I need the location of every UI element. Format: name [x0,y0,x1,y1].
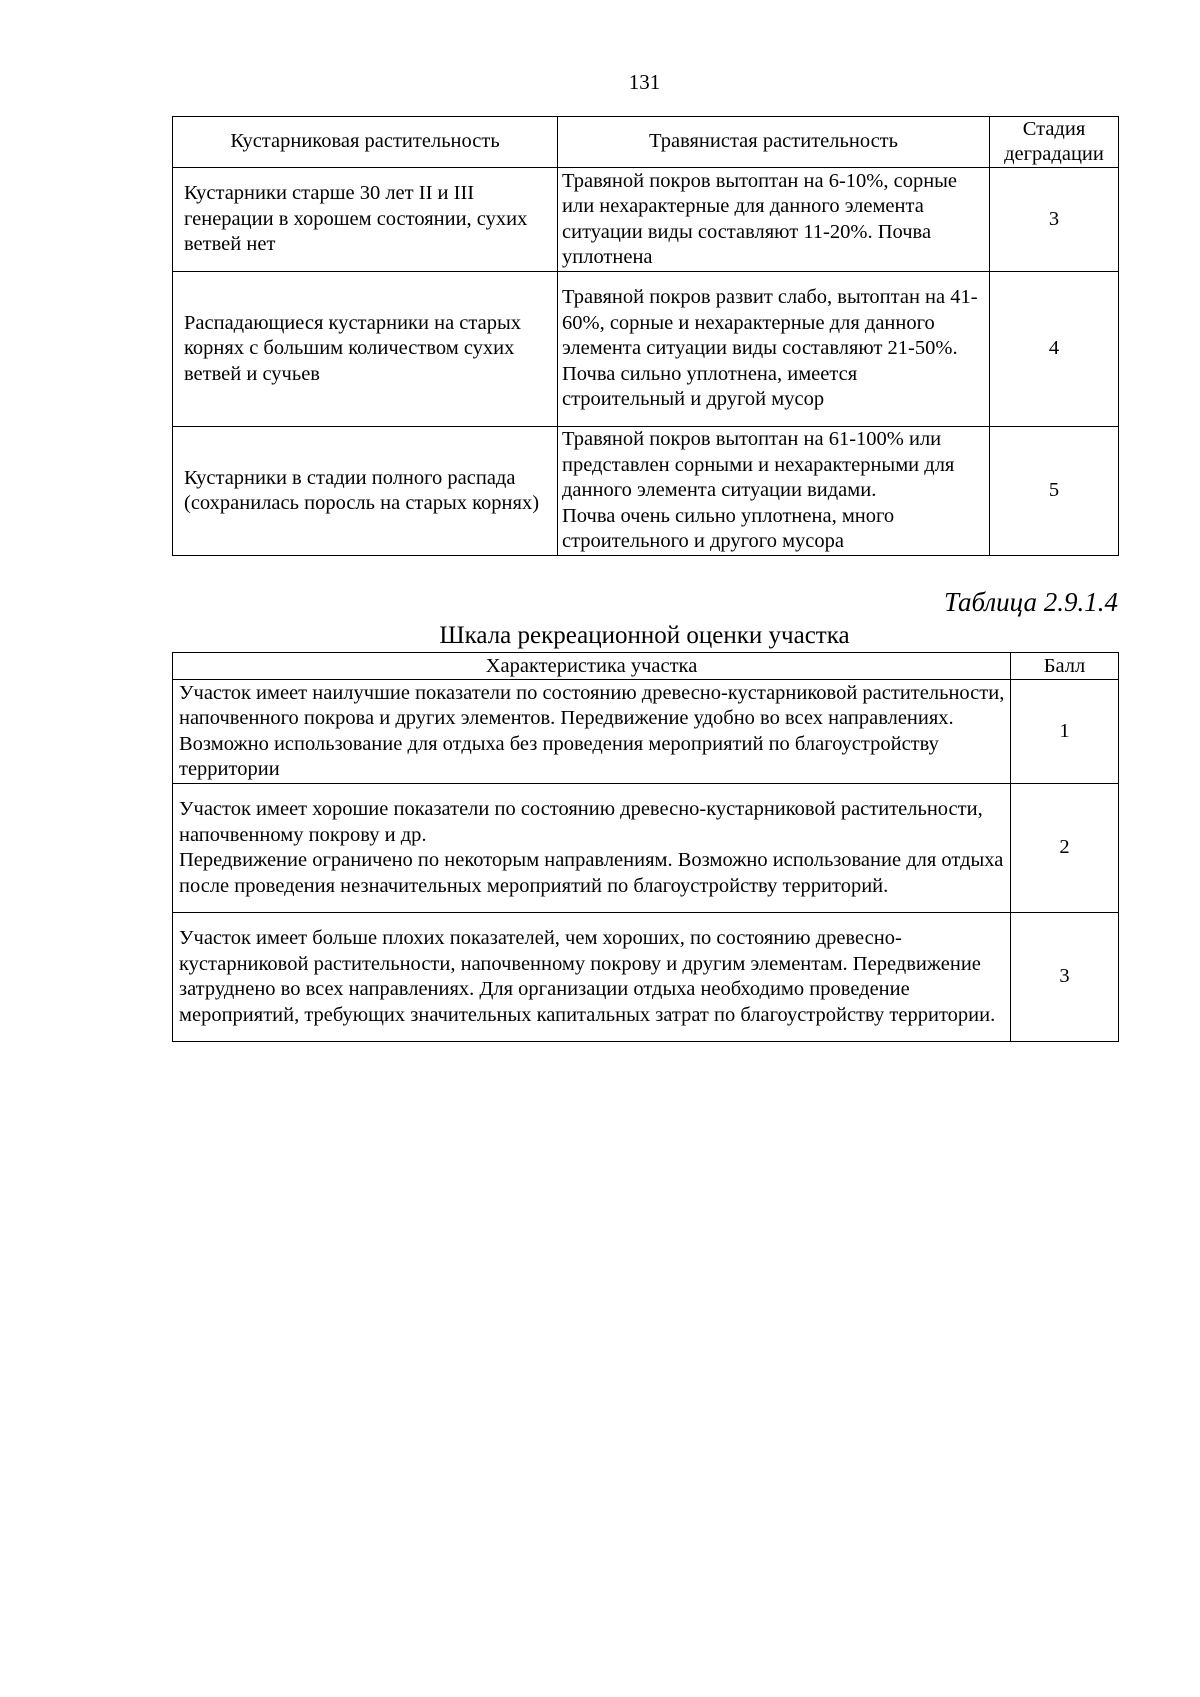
table-header-row [173,653,1119,680]
grass-cell [558,272,990,427]
stage-cell: 5 [990,427,1119,556]
table-label: Таблица 2.9.1.4 [943,587,1118,617]
description-text-extra: Передвижение ограничено по некоторым направлениям. Возможно использование для отдыха после проведения незначительных мероприятий по благоустройству территорий. [179,849,1004,897]
table-row [173,427,1119,556]
degradation-table [172,116,1119,556]
table-row [173,680,1119,784]
grass-column-header: Травянистая растительность [558,117,990,168]
description-column-header: Характеристика участка [173,653,1011,680]
shrub-cell: Распадающиеся кустарники на старых корнях с большим количеством сухих ветвей и сучьев [173,272,558,427]
shrub-cell: Кустарники в стадии полного распада (сохранилась поросль на старых корнях) [173,427,558,556]
grass-text: Травяной покров развит слабо, вытоптан на 41-60%, сорные и нехарактерные для данного элемента ситуации виды составляют 21-50%. [562,286,978,360]
description-cell: Участок имеет больше плохих показателей, чем хороших, по состоянию древесно-кустарниковой растительности, напочвенному покрову и другим элементам. Передвижение затруднено во всех направлениях. Для организации отдыха необходимо проведение мероприятий, требующих значительных капитальных затрат по благоустройству территории. [173,913,1011,1042]
grass-cell [558,427,990,556]
table-title: Шкала рекреационной оценки участка [439,622,850,649]
stage-column-header: Стадия деградации [990,117,1119,168]
table-row [173,168,1119,272]
stage-cell: 4 [990,272,1119,427]
grass-cell: Травяной покров вытоптан на 6-10%, сорные или нехарактерные для данного элемента ситуации виды составляют 11-20%. Почва уплотнена [558,168,990,272]
table-row [173,913,1119,1042]
description-text: Участок имеет хорошие показатели по состоянию древесно-кустарниковой растительности, напочвенному покрову и др. [179,798,983,846]
table-header-row [173,117,1119,168]
score-cell: 3 [1011,913,1119,1042]
score-cell: 1 [1011,680,1119,784]
table-row [173,272,1119,427]
stage-cell: 3 [990,168,1119,272]
grass-text-extra: Почва очень сильно уплотнена, много строительного и другого мусора [562,504,895,553]
description-cell [173,784,1011,913]
score-column-header: Балл [1011,653,1119,680]
description-cell: Участок имеет наилучшие показатели по состоянию древесно-кустарниковой растительности, напочвенного покрова и других элементов. Передвижение удобно во всех направлениях. Возможно использование для отдыха без проведения мероприятий по благоустройству территории [173,680,1011,784]
recreation-table [172,652,1119,1042]
score-cell: 2 [1011,784,1119,913]
grass-text-extra: Почва сильно уплотнена, имеется строительный и другой мусор [562,362,858,411]
page-number: 131 [628,70,661,94]
shrub-column-header: Кустарниковая растительность [173,117,558,168]
table-row [173,784,1119,913]
grass-text: Травяной покров вытоптан на 61-100% или представлен сорными и нехарактерными для данного элемента ситуации видами. [562,428,955,502]
shrub-cell: Кустарники старше 30 лет II и III генерации в хорошем состоянии, сухих ветвей нет [173,168,558,272]
